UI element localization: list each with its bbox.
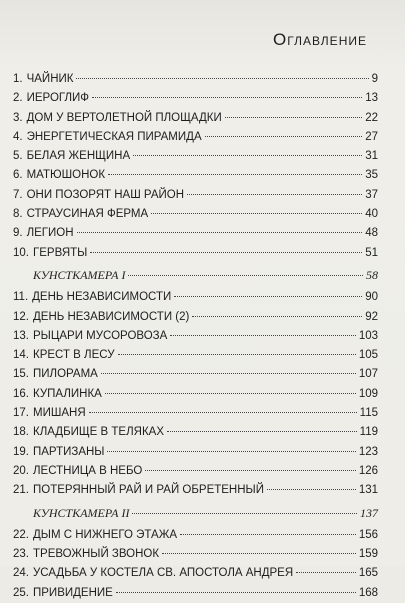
toc-entry-page: 13: [365, 92, 378, 105]
toc-entry-page: 48: [365, 227, 378, 240]
dot-leader: [180, 534, 356, 535]
dot-leader: [128, 275, 363, 276]
toc-entry-page: 40: [365, 208, 378, 221]
toc-entry-title: ОНИ ПОЗОРЯТ НАШ РАЙОН: [26, 188, 185, 201]
toc-entry-number: 15.: [13, 368, 29, 381]
toc-entry-page: 51: [365, 246, 378, 259]
toc-entry-page: 131: [358, 484, 378, 497]
toc-entry-page: 126: [358, 464, 378, 477]
toc-entry-page: 123: [358, 445, 378, 458]
dot-leader: [77, 232, 363, 233]
toc-entry: [13, 365, 378, 384]
toc-entry-number: 20.: [13, 464, 29, 477]
toc-entry-number: 4.: [13, 130, 23, 143]
toc-entry-title: ЛЕСТНИЦА В НЕБО: [33, 464, 143, 477]
dot-leader: [167, 431, 357, 432]
toc-entry-title: ПИЛОРАМА: [33, 368, 98, 381]
toc-entry: [13, 89, 378, 108]
toc-entry: [13, 308, 378, 327]
toc-entry-title: КУНСТКАМЕРА I: [33, 267, 126, 282]
toc-entry-number: 24.: [13, 567, 29, 580]
toc-entry-title: ПОТЕРЯННЫЙ РАЙ И РАЙ ОБРЕТЕННЫЙ: [33, 484, 264, 497]
toc-entry: [13, 166, 378, 185]
toc-entry: [13, 224, 378, 243]
toc-entry-title: ЭНЕРГЕТИЧЕСКАЯ ПИРАМИДА: [26, 130, 202, 143]
toc-entry-number: 12.: [13, 310, 29, 323]
dot-leader: [76, 78, 368, 79]
toc-entry-number: 1.: [13, 73, 23, 85]
dot-leader: [90, 252, 362, 253]
dot-leader: [205, 136, 363, 137]
toc-entry: [13, 584, 378, 603]
toc-entry-number: 13.: [13, 329, 29, 342]
toc-entry: [13, 327, 378, 346]
toc-entry-page: 27: [365, 130, 378, 143]
toc-entry-page: 22: [365, 111, 378, 124]
dot-leader: [107, 451, 355, 452]
toc-entry-page: 35: [365, 169, 378, 182]
toc-entry-number: 7.: [13, 188, 23, 201]
toc-entry-page: 90: [365, 291, 378, 304]
toc-entry: [13, 346, 378, 365]
toc-entry: [13, 128, 378, 147]
toc-entry-title: ПРИВИДЕНИЕ: [33, 586, 113, 599]
toc-entry-title: МИШАНЯ: [33, 407, 86, 420]
toc-entry-title: МАТЮШОНОК: [26, 169, 106, 182]
dot-leader: [296, 572, 356, 573]
toc-entry-number: 9.: [13, 227, 23, 240]
dot-leader: [187, 194, 362, 195]
toc-entry-number: 16.: [13, 387, 29, 400]
toc-entry-title: СТРАУСИНАЯ ФЕРМА: [26, 208, 149, 221]
toc-entry-title: ИЕРОГЛИФ: [26, 92, 90, 105]
toc-entry: [13, 385, 378, 404]
toc-entry-page: 37: [365, 188, 378, 201]
toc-entry: [13, 70, 378, 89]
toc-entry-title: УСАДЬБА У КОСТЕЛА СВ. АПОСТОЛА АНДРЕЯ: [33, 567, 294, 580]
toc-entry-page: 105: [358, 349, 378, 362]
toc-entry-number: 10.: [13, 246, 29, 259]
toc-entry-title: ДЕНЬ НЕЗАВИСИМОСТИ: [32, 291, 172, 304]
toc-entry-page: 109: [358, 387, 378, 400]
toc-entry: [13, 147, 378, 166]
dot-leader: [267, 489, 356, 490]
toc-entry-title: ДОМ У ВЕРТОЛЕТНОЙ ПЛОЩАДКИ: [26, 111, 222, 124]
toc-entry-page: 156: [358, 528, 378, 541]
toc-entry-number: 5.: [13, 150, 23, 163]
toc-entry-title: ПАРТИЗАНЫ: [33, 445, 105, 458]
dot-leader: [108, 174, 362, 175]
toc-entry-page: 137: [360, 505, 378, 520]
toc-entry-title: ДЕНЬ НЕЗАВИСИМОСТИ (2): [33, 310, 190, 323]
toc-entry-number: 18.: [13, 426, 29, 439]
toc-entry-title: КУПАЛИНКА: [33, 387, 102, 400]
toc-entry-title: КРЕСТ В ЛЕСУ: [33, 349, 115, 362]
dot-leader: [151, 213, 362, 214]
toc-entry-title: КЛАДБИЩЕ В ТЕЛЯКАХ: [33, 426, 164, 439]
dot-leader: [133, 155, 362, 156]
toc-entry: [13, 404, 378, 423]
toc-entry-page: 92: [365, 310, 378, 323]
dot-leader: [145, 470, 356, 471]
toc-entry-page: 31: [365, 150, 378, 163]
toc-entry-number: 19.: [13, 445, 29, 458]
toc-entry: [13, 288, 378, 307]
toc-entry-title: ТРЕВОЖНЫЙ ЗВОНОК: [33, 548, 160, 561]
toc-entry: [13, 545, 378, 564]
toc-entry-page: 9: [371, 73, 378, 85]
toc-entry: [13, 109, 378, 128]
toc-section-entry: [13, 266, 378, 285]
toc-entry-title: ЛЕГИОН: [26, 227, 74, 240]
toc-entry-title: РЫЦАРИ МУСОРОВОЗА: [33, 329, 168, 342]
dot-leader: [105, 393, 356, 394]
toc-entry-page: 115: [359, 407, 378, 420]
dot-leader: [225, 117, 362, 118]
toc-entry: [13, 443, 378, 462]
toc-entry-number: 21.: [13, 484, 29, 497]
dot-leader: [101, 373, 356, 374]
toc-entry-page: 159: [358, 548, 378, 561]
toc-entry-number: 22.: [13, 528, 29, 541]
toc-entry-page: 103: [358, 329, 378, 342]
toc-entry: [13, 564, 378, 583]
dot-leader: [192, 316, 362, 317]
dot-leader: [118, 354, 356, 355]
toc-entry: [13, 186, 378, 205]
toc-entry-title: ДЫМ С НИЖНЕГО ЭТАЖА: [33, 528, 177, 541]
page-title: Оглавление: [273, 30, 367, 49]
toc-entry-number: 25.: [13, 586, 29, 599]
toc-entry-number: 17.: [13, 407, 29, 420]
toc-entry-page: 168: [358, 586, 378, 599]
toc-entry-page: 165: [358, 567, 378, 580]
toc-entry-number: 3.: [13, 111, 23, 124]
dot-leader: [89, 412, 357, 413]
toc-entry-title: БЕЛАЯ ЖЕНЩИНА: [26, 150, 131, 163]
toc-entry-number: 6.: [13, 169, 23, 182]
table-of-contents: [13, 70, 378, 603]
toc-entry-page: 107: [358, 368, 378, 381]
dot-leader: [116, 592, 356, 593]
toc-entry-number: 2.: [13, 92, 23, 105]
toc-entry-page: 119: [359, 426, 378, 439]
toc-entry: [13, 481, 378, 500]
toc-entry-number: 11.: [13, 291, 29, 304]
toc-entry-title: ГЕРВЯТЫ: [33, 246, 88, 259]
toc-entry: [13, 244, 378, 263]
toc-entry: [13, 526, 378, 545]
toc-entry: [13, 462, 378, 481]
toc-entry-number: 8.: [13, 208, 23, 221]
dot-leader: [174, 296, 362, 297]
dot-leader: [170, 335, 356, 336]
toc-entry-number: 14.: [13, 349, 29, 362]
toc-entry: [13, 205, 378, 224]
dot-leader: [132, 513, 357, 514]
toc-entry: [13, 423, 378, 442]
toc-entry-number: 23.: [13, 548, 29, 561]
toc-section-entry: [13, 504, 378, 523]
toc-entry-title: КУНСТКАМЕРА II: [33, 505, 130, 520]
toc-entry-page: 58: [366, 267, 378, 282]
dot-leader: [162, 553, 356, 554]
toc-entry-title: ЧАЙНИК: [26, 73, 74, 85]
dot-leader: [92, 97, 362, 98]
